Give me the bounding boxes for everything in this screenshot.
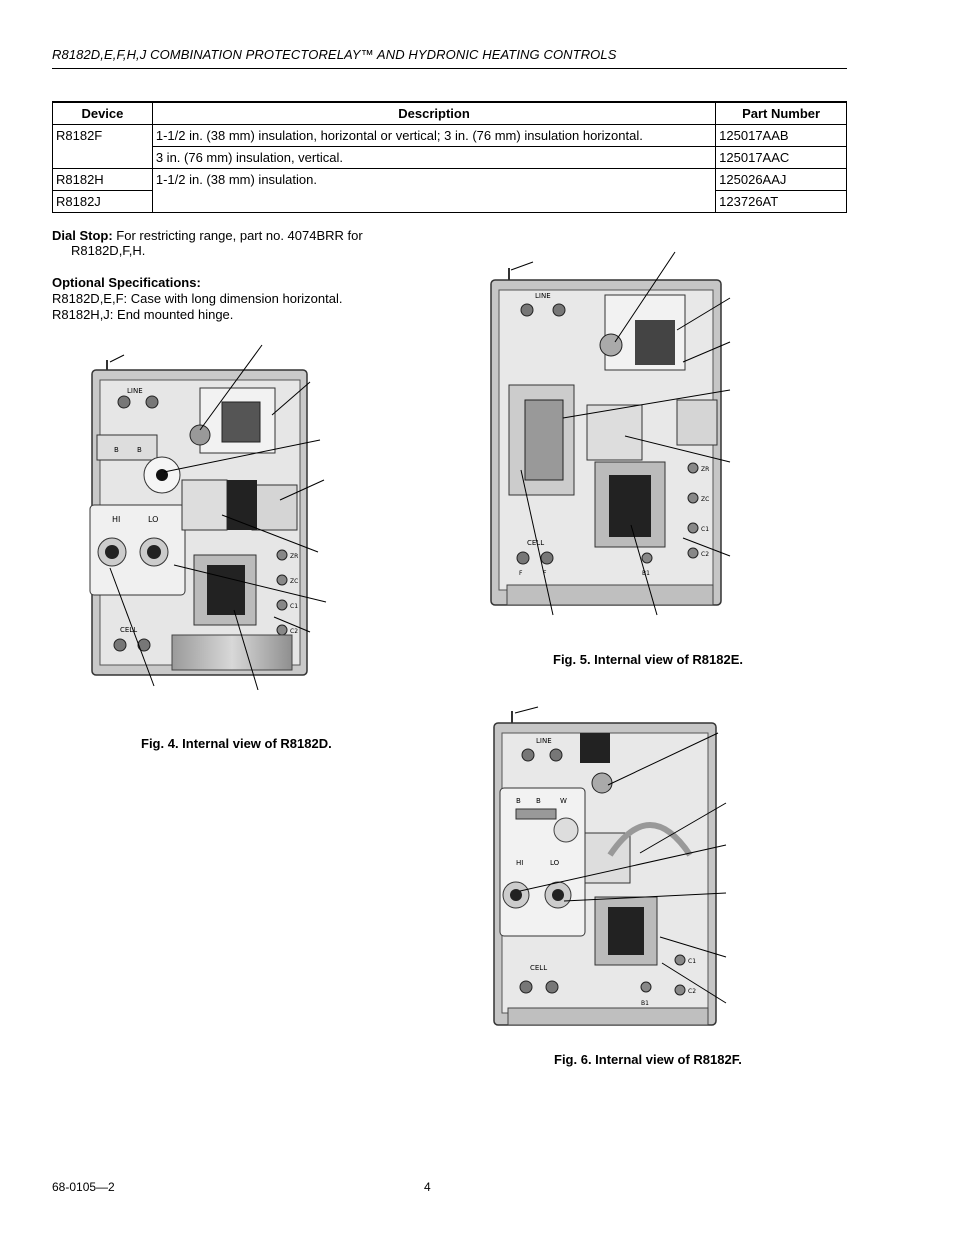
cell-part-number: 123726AT xyxy=(716,191,847,213)
dial-stop-label: Dial Stop: xyxy=(52,228,113,243)
figure-4-illustration xyxy=(82,340,332,690)
f-label: F xyxy=(519,570,523,577)
table-row xyxy=(53,125,847,147)
cell-part-number: 125026AAJ xyxy=(716,169,847,191)
figure-6-caption: Fig. 6. Internal view of R8182F. xyxy=(554,1052,742,1067)
table-header-row xyxy=(53,102,847,125)
table-row xyxy=(53,147,847,169)
dial-stop-paragraph xyxy=(52,228,432,258)
figure-4-r8182d xyxy=(82,340,332,690)
optional-specs-label: Optional Specifications: xyxy=(52,275,201,290)
cell-description: 3 in. (76 mm) insulation, vertical. xyxy=(152,147,715,169)
footer-page-number: 4 xyxy=(424,1180,431,1194)
figure-5-r8182e xyxy=(487,250,737,620)
column-header-device: Device xyxy=(53,102,153,125)
figure-6-r8182f xyxy=(490,705,735,1035)
b-label: B xyxy=(516,797,521,805)
footer-doc-number: 68-0105—2 xyxy=(52,1180,115,1194)
line-label: LINE xyxy=(127,387,143,395)
b-label: B xyxy=(114,446,119,454)
c2-label: C2 xyxy=(688,988,697,995)
optional-specifications xyxy=(52,275,432,323)
optional-spec-line: R8182H,J: End mounted hinge. xyxy=(52,307,234,322)
cell-part-number: 125017AAC xyxy=(716,147,847,169)
cell-part-number: 125017AAB xyxy=(716,125,847,147)
c2-label: C2 xyxy=(701,551,710,558)
lo-label: LO xyxy=(550,859,560,867)
c1-label: C1 xyxy=(701,526,710,533)
figure-4-caption: Fig. 4. Internal view of R8182D. xyxy=(141,736,332,751)
figure-5-illustration xyxy=(487,250,737,620)
hi-label: HI xyxy=(112,515,121,524)
column-header-description: Description xyxy=(152,102,715,125)
page-header-title: R8182D,E,F,H,J COMBINATION PROTECTORELAY™ AND HYDRONIC HEATING CONTROLS xyxy=(52,47,617,62)
lo-label: LO xyxy=(148,515,159,524)
figure-5-caption: Fig. 5. Internal view of R8182E. xyxy=(553,652,744,667)
header-rule xyxy=(52,68,847,69)
dial-stop-text-cont: R8182D,F,H. xyxy=(71,243,146,258)
cell-label: CELL xyxy=(120,626,138,634)
b1-label: B1 xyxy=(641,1000,649,1007)
cell-device: R8182H xyxy=(53,169,153,191)
zc-label: ZC xyxy=(290,578,299,585)
line-label: LINE xyxy=(535,292,551,300)
table-row xyxy=(53,169,847,191)
cell-description: 1-1/2 in. (38 mm) insulation. xyxy=(152,169,715,213)
c1-label: C1 xyxy=(688,958,697,965)
f-label: F xyxy=(543,570,547,577)
line-label: LINE xyxy=(536,737,552,745)
c2-label: C2 xyxy=(290,628,299,635)
column-header-part-number: Part Number xyxy=(716,102,847,125)
figure-6-illustration xyxy=(490,705,735,1035)
b-label: B xyxy=(137,446,142,454)
cell-label: CELL xyxy=(527,539,545,547)
dial-stop-text: For restricting range, part no. 4074BRR for xyxy=(116,228,363,243)
cell-description: 1-1/2 in. (38 mm) insulation, horizontal or vertical; 3 in. (76 mm) insulation horizontal. xyxy=(152,125,715,147)
b-label: B xyxy=(536,797,541,805)
hi-label: HI xyxy=(516,859,524,867)
zr-label: ZR xyxy=(290,553,299,560)
cell-label: CELL xyxy=(530,964,548,972)
zr-label: ZR xyxy=(701,466,710,473)
b1-label: B1 xyxy=(642,570,650,577)
parts-table xyxy=(52,101,847,213)
optional-spec-line: R8182D,E,F: Case with long dimension horizontal. xyxy=(52,291,343,306)
zc-label: ZC xyxy=(701,496,710,503)
cell-device: R8182F xyxy=(53,125,153,169)
w-label: W xyxy=(560,797,567,805)
c1-label: C1 xyxy=(290,603,299,610)
cell-device: R8182J xyxy=(53,191,153,213)
